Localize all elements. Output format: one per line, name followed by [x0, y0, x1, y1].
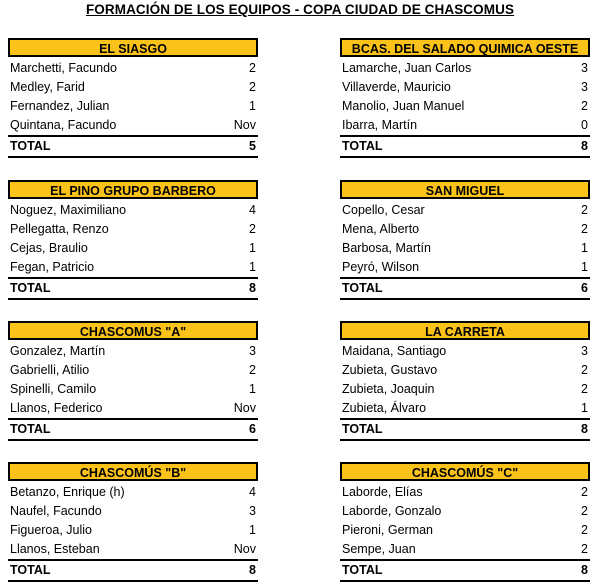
player-value: 2 [581, 504, 588, 518]
page-title: FORMACIÓN DE LOS EQUIPOS - COPA CIUDAD DE CHASCOMUS [85, 2, 515, 17]
player-value: 2 [581, 523, 588, 537]
player-value: 4 [249, 203, 256, 217]
total-row [8, 277, 258, 300]
player-value: 0 [581, 118, 588, 132]
player-row [340, 258, 590, 277]
player-name: Mena, Alberto [342, 222, 420, 236]
player-name: Pellegatta, Renzo [10, 222, 109, 236]
player-value: 3 [249, 344, 256, 358]
player-name: Marchetti, Facundo [10, 61, 117, 75]
total-value: 6 [581, 281, 588, 295]
team-block [340, 462, 590, 582]
player-list [340, 342, 590, 418]
total-value: 8 [581, 422, 588, 436]
player-row [8, 342, 258, 361]
player-name: Quintana, Facundo [10, 118, 117, 132]
player-row [8, 116, 258, 135]
player-row [8, 380, 258, 399]
player-name: Gabrielli, Atilio [10, 363, 90, 377]
player-row [8, 361, 258, 380]
player-name: Peyró, Wilson [342, 260, 420, 274]
player-row [8, 59, 258, 78]
player-value: 1 [249, 260, 256, 274]
player-row [8, 201, 258, 220]
player-row [8, 258, 258, 277]
player-name: Villaverde, Mauricio [342, 80, 451, 94]
player-name: Llanos, Federico [10, 401, 103, 415]
player-row [8, 97, 258, 116]
player-value: 3 [581, 344, 588, 358]
team-name: LA CARRETA [340, 321, 590, 340]
player-name: Noguez, Maximiliano [10, 203, 127, 217]
total-label: TOTAL [342, 422, 383, 436]
player-name: Lamarche, Juan Carlos [342, 61, 472, 75]
player-value: 2 [249, 222, 256, 236]
player-name: Fegan, Patricio [10, 260, 95, 274]
player-row [340, 483, 590, 502]
player-name: Spinelli, Camilo [10, 382, 97, 396]
player-value: 2 [249, 61, 256, 75]
player-value: Nov [233, 401, 256, 415]
total-row [8, 135, 258, 158]
player-value: 4 [249, 485, 256, 499]
player-name: Laborde, Gonzalo [342, 504, 442, 518]
player-value: Nov [233, 542, 256, 556]
player-list [340, 483, 590, 559]
player-row [8, 220, 258, 239]
total-row [340, 277, 590, 300]
player-name: Zubieta, Joaquin [342, 382, 435, 396]
player-name: Zubieta, Gustavo [342, 363, 438, 377]
player-value: 2 [581, 203, 588, 217]
player-value: 2 [581, 542, 588, 556]
total-label: TOTAL [10, 422, 51, 436]
total-value: 5 [249, 139, 256, 153]
player-name: Fernandez, Julian [10, 99, 110, 113]
player-name: Zubieta, Álvaro [342, 401, 427, 415]
total-label: TOTAL [342, 563, 383, 577]
player-row [8, 540, 258, 559]
player-row [340, 502, 590, 521]
total-value: 8 [581, 139, 588, 153]
player-row [8, 399, 258, 418]
team-name: EL SIASGO [8, 38, 258, 57]
player-name: Cejas, Braulio [10, 241, 88, 255]
player-value: 2 [581, 222, 588, 236]
player-name: Barbosa, Martín [342, 241, 431, 255]
total-row [8, 418, 258, 441]
player-name: Llanos, Esteban [10, 542, 100, 556]
team-name: EL PINO GRUPO BARBERO [8, 180, 258, 199]
total-row [340, 418, 590, 441]
total-value: 8 [249, 563, 256, 577]
team-name: SAN MIGUEL [340, 180, 590, 199]
player-row [340, 201, 590, 220]
player-row [340, 116, 590, 135]
player-value: 2 [581, 99, 588, 113]
player-row [340, 342, 590, 361]
player-value: 1 [581, 260, 588, 274]
team-block [340, 38, 590, 158]
team-block [8, 321, 258, 441]
player-name: Maidana, Santiago [342, 344, 447, 358]
player-row [340, 521, 590, 540]
total-label: TOTAL [10, 563, 51, 577]
player-name: Manolio, Juan Manuel [342, 99, 465, 113]
player-value: 1 [581, 401, 588, 415]
team-name: BCAS. DEL SALADO QUIMICA OESTE [340, 38, 590, 57]
team-name: CHASCOMÚS "B" [8, 462, 258, 481]
player-name: Gonzalez, Martín [10, 344, 106, 358]
player-row [340, 220, 590, 239]
player-row [8, 78, 258, 97]
player-row [8, 239, 258, 258]
total-value: 6 [249, 422, 256, 436]
player-name: Copello, Cesar [342, 203, 425, 217]
total-label: TOTAL [10, 281, 51, 295]
team-name: CHASCOMÚS "C" [340, 462, 590, 481]
player-row [340, 380, 590, 399]
player-value: Nov [233, 118, 256, 132]
total-label: TOTAL [342, 139, 383, 153]
total-label: TOTAL [10, 139, 51, 153]
team-block [8, 462, 258, 582]
player-list [340, 201, 590, 277]
player-name: Betanzo, Enrique (h) [10, 485, 125, 499]
total-value: 8 [249, 281, 256, 295]
team-block [340, 321, 590, 441]
team-block [340, 180, 590, 300]
player-row [340, 399, 590, 418]
player-value: 2 [581, 382, 588, 396]
total-row [340, 135, 590, 158]
player-value: 2 [581, 485, 588, 499]
player-value: 1 [249, 241, 256, 255]
player-row [340, 239, 590, 258]
player-value: 3 [581, 61, 588, 75]
team-block [8, 38, 258, 158]
team-name: CHASCOMUS "A" [8, 321, 258, 340]
player-value: 2 [581, 363, 588, 377]
player-row [340, 59, 590, 78]
player-name: Naufel, Facundo [10, 504, 102, 518]
player-list [8, 483, 258, 559]
player-value: 2 [249, 363, 256, 377]
player-list [8, 201, 258, 277]
player-row [340, 361, 590, 380]
player-list [340, 59, 590, 135]
player-value: 3 [581, 80, 588, 94]
player-row [340, 78, 590, 97]
player-row [340, 97, 590, 116]
player-value: 1 [249, 382, 256, 396]
player-value: 2 [249, 80, 256, 94]
player-name: Sempe, Juan [342, 542, 416, 556]
player-row [340, 540, 590, 559]
player-row [8, 483, 258, 502]
player-name: Medley, Farid [10, 80, 85, 94]
player-value: 3 [249, 504, 256, 518]
player-list [8, 59, 258, 135]
player-value: 1 [581, 241, 588, 255]
player-name: Laborde, Elías [342, 485, 423, 499]
player-name: Figueroa, Julio [10, 523, 92, 537]
player-value: 1 [249, 99, 256, 113]
player-value: 1 [249, 523, 256, 537]
player-name: Pieroni, German [342, 523, 434, 537]
player-row [8, 502, 258, 521]
total-label: TOTAL [342, 281, 383, 295]
player-list [8, 342, 258, 418]
player-name: Ibarra, Martín [342, 118, 418, 132]
total-value: 8 [581, 563, 588, 577]
team-block [8, 180, 258, 300]
player-row [8, 521, 258, 540]
